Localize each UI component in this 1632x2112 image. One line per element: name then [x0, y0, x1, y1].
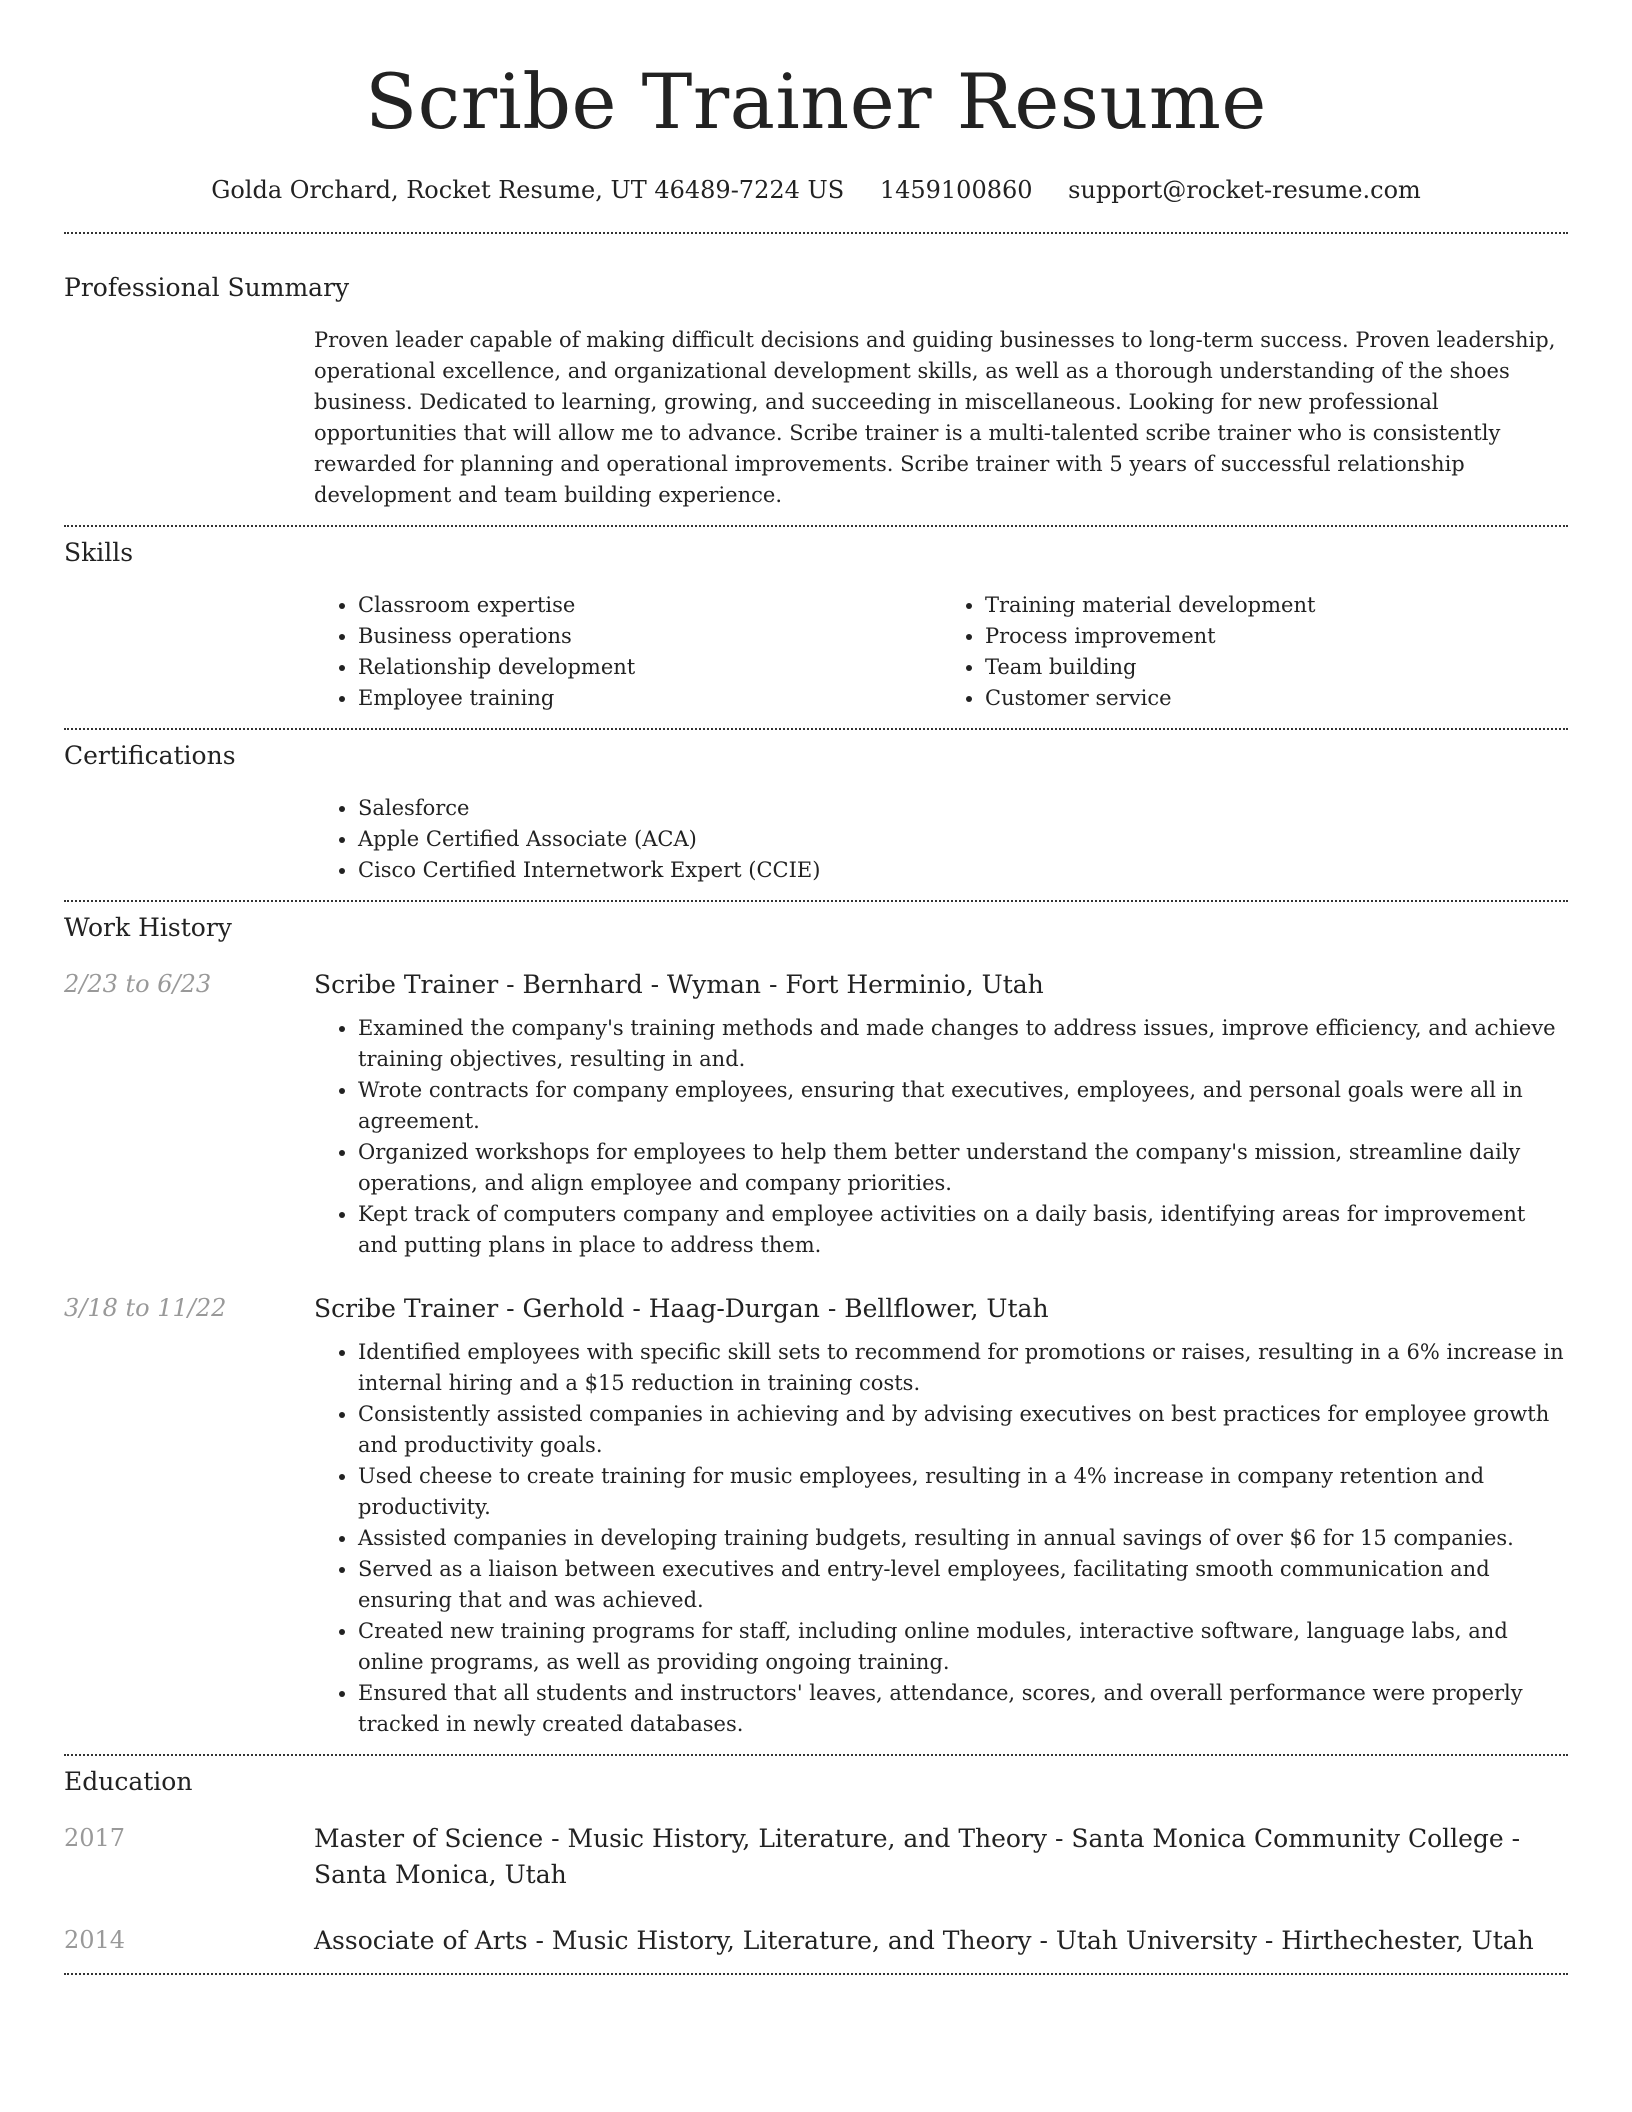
education-year: 2014 [64, 1926, 126, 1954]
divider [64, 728, 1568, 730]
divider [64, 525, 1568, 527]
education-entry [64, 1821, 1568, 1893]
education-entry [64, 1923, 1568, 1959]
job-entry [64, 967, 1568, 1003]
skill-item: • Business operations [358, 621, 941, 652]
section-title: Education [64, 1767, 193, 1796]
job-bullet: • Ensured that all students and instructors' leaves, attendance, scores, and overall performance were properly tracked in newly created databases. [358, 1678, 1568, 1740]
job-bullets [314, 1337, 1568, 1740]
skill-item: • Employee training [358, 683, 941, 714]
section-title: Professional Summary [64, 273, 350, 302]
divider [64, 232, 1568, 234]
job-bullet: • Organized workshops for employees to help them better understand the company's mission, streamline daily operations, and align employee and company priorities. [358, 1137, 1568, 1199]
resume-title: Scribe Trainer Resume [365, 57, 1267, 146]
certifications-section [64, 739, 1568, 886]
divider [64, 900, 1568, 902]
job-title: Scribe Trainer - Gerhold - Haag-Durgan - Bellflower, Utah [314, 1294, 1049, 1323]
job-bullet: • Wrote contracts for company employees, ensuring that executives, employees, and personal goals were all in agreement. [358, 1075, 1568, 1137]
section-title: Skills [64, 538, 134, 567]
skills-column-right [941, 590, 1568, 714]
skill-item: • Process improvement [985, 621, 1568, 652]
skill-item: • Team building [985, 652, 1568, 683]
skills-column-left [314, 590, 941, 714]
work-history-section [64, 911, 1568, 1740]
job-bullet: • Used cheese to create training for music employees, resulting in a 4% increase in company retention and productivity. [358, 1461, 1568, 1523]
job-bullets [314, 1013, 1568, 1261]
contact-phone: 1459100860 [879, 176, 1033, 204]
education-details [314, 1821, 1568, 1893]
job-bullet: • Served as a liaison between executives and entry-level employees, facilitating smooth communication and ensuring that and was achieved. [358, 1554, 1568, 1616]
skill-item: • Classroom expertise [358, 590, 941, 621]
job-bullet: • Identified employees with specific skill sets to recommend for promotions or raises, resulting in a 6% increase in internal hiring and a $15 reduction in training costs. [358, 1337, 1568, 1399]
job-dates: 3/18 to 11/22 [64, 1294, 227, 1322]
summary-section [64, 271, 1568, 511]
education-school: - Santa Monica Community College - Santa Monica, Utah [314, 1824, 1521, 1889]
section-title: Certifications [64, 741, 236, 770]
summary-text: Proven leader capable of making difficult decisions and guiding businesses to long-term success. Proven leadership, operational excellence, and organizational development skills, as well as a thorough understanding of the shoes business. Dedicated to learning, growing, and succeeding in miscellaneous. Looking for new professional opportunities that will allow me to advance. Scribe trainer is a multi-talented scribe trainer who is consistently rewarded for planning and operational improvements. Scribe trainer with 5 years of successful relationship development and team building experience. [314, 328, 1556, 507]
skills-section [64, 536, 1568, 714]
skill-item: • Training material development [985, 590, 1568, 621]
skills-list [314, 590, 1568, 714]
contact-address: Golda Orchard, Rocket Resume, UT 46489-7224 US [211, 176, 845, 204]
contact-email: support@rocket-resume.com [1068, 176, 1421, 204]
job-title: Scribe Trainer - Bernhard - Wyman - Fort Herminio, Utah [314, 970, 1044, 999]
education-school: - Utah University - Hirthechester, Utah [1031, 1926, 1534, 1955]
resume-page [64, 0, 1568, 1975]
education-section [64, 1765, 1568, 1959]
skill-item: • Relationship development [358, 652, 941, 683]
divider [64, 1754, 1568, 1756]
contact-line [64, 170, 1568, 210]
job-bullet: • Examined the company's training methods and made changes to address issues, improve efficiency, and achieve training objectives, resulting in and. [358, 1013, 1568, 1075]
job-dates: 2/23 to 6/23 [64, 970, 212, 998]
certification-item: • Cisco Certified Internetwork Expert (CCIE) [358, 855, 1568, 886]
job-bullet: • Consistently assisted companies in achieving and by advising executives on best practices for employee growth and productivity goals. [358, 1399, 1568, 1461]
education-details [314, 1923, 1568, 1959]
certification-item: • Salesforce [358, 793, 1568, 824]
section-title: Work History [64, 913, 232, 942]
divider [64, 1973, 1568, 1975]
job-bullet: • Assisted companies in developing training budgets, resulting in annual savings of over $6 for 15 companies. [358, 1523, 1568, 1554]
education-degree: Associate of Arts - Music History, Literature, and Theory [314, 1926, 1032, 1955]
education-year: 2017 [64, 1824, 126, 1852]
job-bullet: • Created new training programs for staff, including online modules, interactive software, language labs, and online programs, as well as providing ongoing training. [358, 1616, 1568, 1678]
job-entry [64, 1291, 1568, 1327]
job-bullet: • Kept track of computers company and employee activities on a daily basis, identifying areas for improvement and putting plans in place to address them. [358, 1199, 1568, 1261]
skill-item: • Customer service [985, 683, 1568, 714]
education-degree: Master of Science - Music History, Literature, and Theory [314, 1824, 1048, 1853]
certification-item: • Apple Certified Associate (ACA) [358, 824, 1568, 855]
certifications-list [314, 793, 1568, 886]
